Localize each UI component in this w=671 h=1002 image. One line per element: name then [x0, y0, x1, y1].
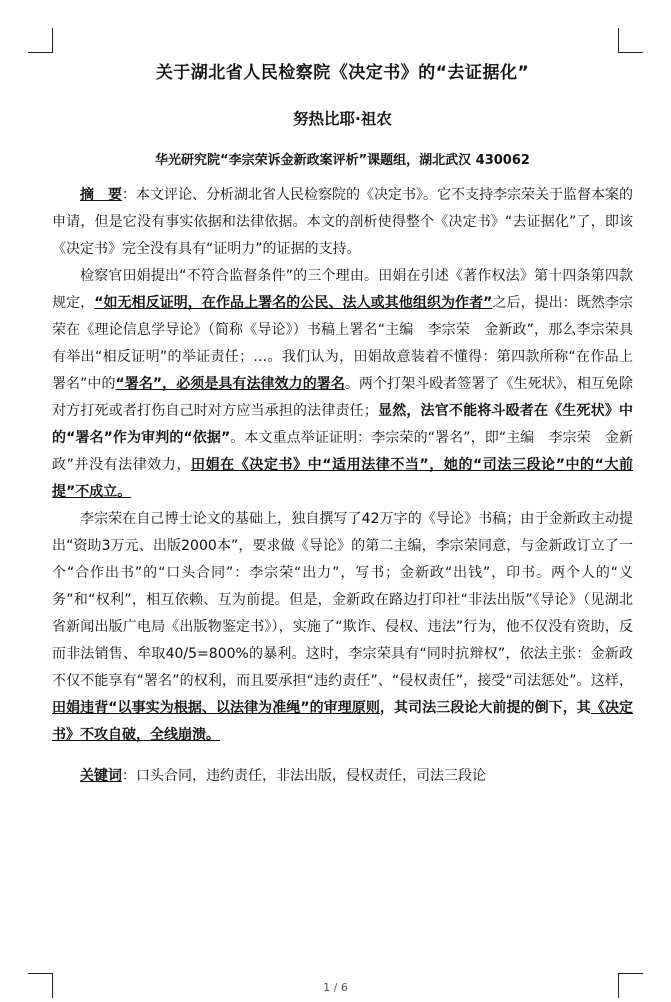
bold-text: ，其司法三段论大前提的倒下，其: [379, 700, 591, 716]
emphasized-text: 《决定书》不攻自破，全线崩溃。: [52, 700, 634, 743]
body-paragraph-1: [52, 263, 633, 506]
crop-mark-top-left: [28, 28, 53, 53]
emphasized-text: 田娟违背“以事实为根据、以法律为准绳”的审理原则: [52, 700, 380, 716]
keywords-paragraph: [52, 763, 633, 790]
crop-mark-top-right: [618, 28, 643, 53]
author-affiliation: 华光研究院“李宗荣诉金新政案评析”课题组，湖北武汉 430062: [155, 153, 530, 168]
paragraph-text: 李宗荣在自己博士论文的基础上，独自撰写了42万字的《导论》书稿；由于金新政主动提出“资助3万元、出版2000本”，要求做《导论》的第二主编，李宗荣同意，与金新政订立了一个“合作出书”的“口头合同”：李宗荣“出力”，写书；金新政“出钱”，印书。两个人的“义务”和“权利”，相互依赖、互为前提。但是，金新政在路边打印社“非法出版”《导论》（见湖北省新闻出版广电局《出版物鉴定书》），实施了“欺诈、侵权、违法”行为，他不仅没有资助，反而非法销售、牟取40/5=800%的暴利。这时，李宗荣具有“同时抗辩权”，依法主张：金新政不仅不能享有“署名”的权利，而且要承担“违约责任”、“侵权责任”，接受“司法惩处”。这样，: [52, 511, 633, 689]
paragraph-text: 。两个打架斗殴者签署了《生死状》，相互免除对方打死或者打伤自己时对方应当承担的法律责任；: [52, 376, 633, 419]
paragraph-text: 之后，提出：既然李宗荣在《理论信息学导论》（简称《导论》）书稿上署名“主编 李宗荣 金新政”，那么李宗荣具有举出“相反证明”的举证责任；…。我们认为，田娟故意装着不懂得：第四款所称“在作品上署名”中的: [52, 295, 634, 392]
abstract-paragraph: [52, 182, 633, 263]
abstract-label: 摘 要: [80, 187, 122, 203]
paragraph-text: 检察官田娟提出“不符合监督条件”的三个理由。田娟在引述《著作权法》第十四条第四款规定，: [52, 268, 633, 311]
keywords-text: ：口头合同，违约责任，非法出版，侵权责任，司法三段论: [122, 768, 486, 784]
author-name: 努热比耶·祖农: [293, 110, 392, 128]
body-paragraph-2: [52, 506, 633, 749]
paragraph-text: 。本文重点举证证明：李宗荣的“署名”，即“主编 李宗荣 金新政”并没有法律效力，: [52, 430, 633, 473]
emphasized-text: “如无相反证明，在作品上署名的公民、法人或其他组织为作者”: [94, 295, 493, 311]
document-body: [52, 58, 633, 790]
abstract-text: ：本文评论、分析湖北省人民检察院的《决定书》。它不支持李宗荣关于监督本案的申请，但是它没有事实依据和法律依据。本文的剖析使得整个《决定书》“去证据化”了，即该《决定书》完全没有具有“证明力”的证据的支持。: [52, 187, 633, 257]
emphasized-text: 田娟在《决定书》中“适用法律不当”，她的“司法三段论”中的“大前提”不成立。: [52, 457, 633, 500]
document-title: 关于湖北省人民检察院《决定书》的“去证据化”: [155, 63, 530, 83]
bold-text: 显然，法官不能将斗殴者在《生死状》中的“署名”作为审判的“依据”: [52, 403, 634, 446]
keywords-label: 关键词: [80, 768, 122, 784]
emphasized-text: “署名”，必须是具有法律效力的署名: [115, 376, 345, 392]
page-indicator: 1 / 6: [323, 981, 348, 994]
